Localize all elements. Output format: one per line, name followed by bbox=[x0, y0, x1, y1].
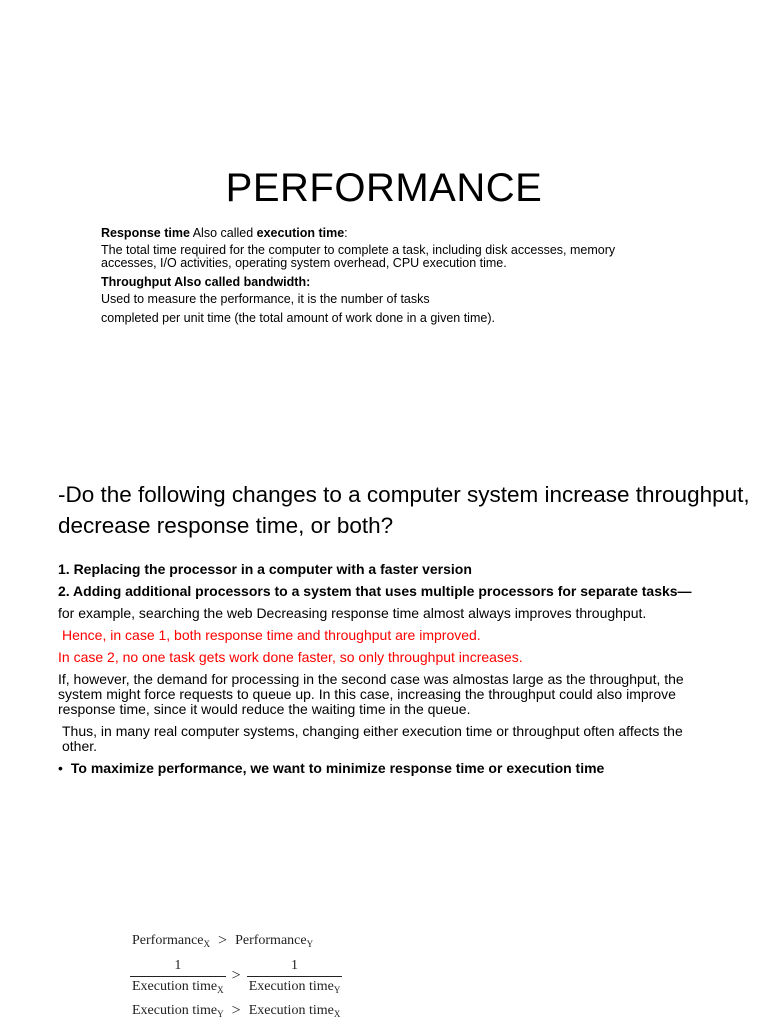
performance-formula bbox=[132, 930, 432, 1022]
formula-fraction-x bbox=[132, 958, 224, 995]
formula-gt-symbol: > bbox=[231, 1002, 241, 1019]
formula-sub-y: Y bbox=[306, 939, 314, 949]
formula-sub-x: X bbox=[217, 984, 224, 995]
formula-numerator: 1 bbox=[247, 958, 343, 977]
question-heading: -Do the following changes to a computer system increase throughput, decrease response time, or both? bbox=[58, 482, 750, 538]
formula-sub-y: Y bbox=[217, 1009, 224, 1019]
slide-2 bbox=[0, 460, 768, 1024]
summary-paragraph: Thus, in many real computer systems, changing either execution time or throughput often affects the other. bbox=[62, 723, 683, 754]
formula-fraction-y bbox=[249, 958, 341, 995]
formula-row-3 bbox=[132, 1000, 432, 1022]
item-2 bbox=[58, 584, 718, 599]
execution-time-label: execution time bbox=[256, 226, 345, 240]
formula-perf-text: Performance bbox=[235, 933, 307, 948]
formula-perf-y bbox=[235, 933, 313, 949]
formula-exec-y bbox=[132, 1003, 224, 1019]
formula-sub-y: Y bbox=[333, 984, 341, 995]
slide-1 bbox=[0, 0, 768, 440]
formula-exec-text: Execution time bbox=[132, 1003, 218, 1018]
formula-perf-x bbox=[132, 933, 210, 949]
conclusion-case-1: Hence, in case 1, both response time and throughput are improved. bbox=[62, 627, 481, 643]
formula-gt-symbol: > bbox=[231, 967, 241, 984]
formula-sub-x: X bbox=[333, 1009, 341, 1019]
item-2-text: 2. Adding additional processors to a system that uses multiple processors for separate tasks— bbox=[58, 583, 692, 599]
bullet-item bbox=[58, 761, 718, 776]
throughput-heading bbox=[101, 276, 661, 289]
response-time-description: The total time required for the computer to complete a task, including disk accesses, memory accesses, I/O activities, operating system overhead, CPU execution time. bbox=[101, 243, 616, 270]
bullet-text: To maximize performance, we want to minimize response time or execution time bbox=[70, 760, 605, 776]
formula-numerator: 1 bbox=[130, 958, 226, 977]
throughput-line-2: completed per unit time (the total amount of work done in a given time). bbox=[101, 311, 495, 325]
formula-exec-text: Execution time bbox=[248, 1003, 334, 1018]
answer-block bbox=[58, 562, 718, 776]
formula-gt-symbol: > bbox=[218, 932, 228, 949]
formula-exec-text: Execution time bbox=[248, 978, 334, 994]
throughput-line-1: Used to measure the performance, it is the number of tasks bbox=[101, 292, 430, 306]
item-1-text: 1. Replacing the processor in a computer with a faster version bbox=[58, 561, 472, 577]
example-text: for example, searching the web Decreasing response time almost always improves throughput. bbox=[58, 605, 647, 621]
formula-sub-x: X bbox=[203, 939, 211, 949]
throughput-label: Throughput Also called bandwidth: bbox=[101, 275, 311, 289]
formula-exec-x bbox=[249, 1003, 341, 1019]
response-time-label: Response time bbox=[101, 226, 190, 240]
queue-paragraph: If, however, the demand for processing in the second case was almostas large as the throughput, the system might force requests to queue up. In this case, increasing the throughput could also improve response time, since it would reduce the waiting time in the queue. bbox=[58, 671, 684, 717]
response-time-colon: : bbox=[344, 226, 348, 240]
formula-perf-text: Performance bbox=[132, 933, 204, 948]
formula-exec-text: Execution time bbox=[132, 978, 218, 994]
formula-denominator-x bbox=[132, 977, 224, 995]
response-time-also-called: Also called bbox=[189, 226, 257, 240]
formula-row-2 bbox=[132, 952, 432, 1000]
page-title: PERFORMANCE bbox=[225, 166, 543, 210]
definitions-block bbox=[101, 227, 661, 331]
response-time-heading bbox=[101, 227, 661, 240]
item-1 bbox=[58, 562, 718, 577]
bullet-symbol: • bbox=[58, 760, 63, 776]
formula-row-1 bbox=[132, 930, 432, 952]
conclusion-case-2: In case 2, no one task gets work done faster, so only throughput increases. bbox=[58, 649, 523, 665]
formula-denominator-y bbox=[249, 977, 341, 995]
